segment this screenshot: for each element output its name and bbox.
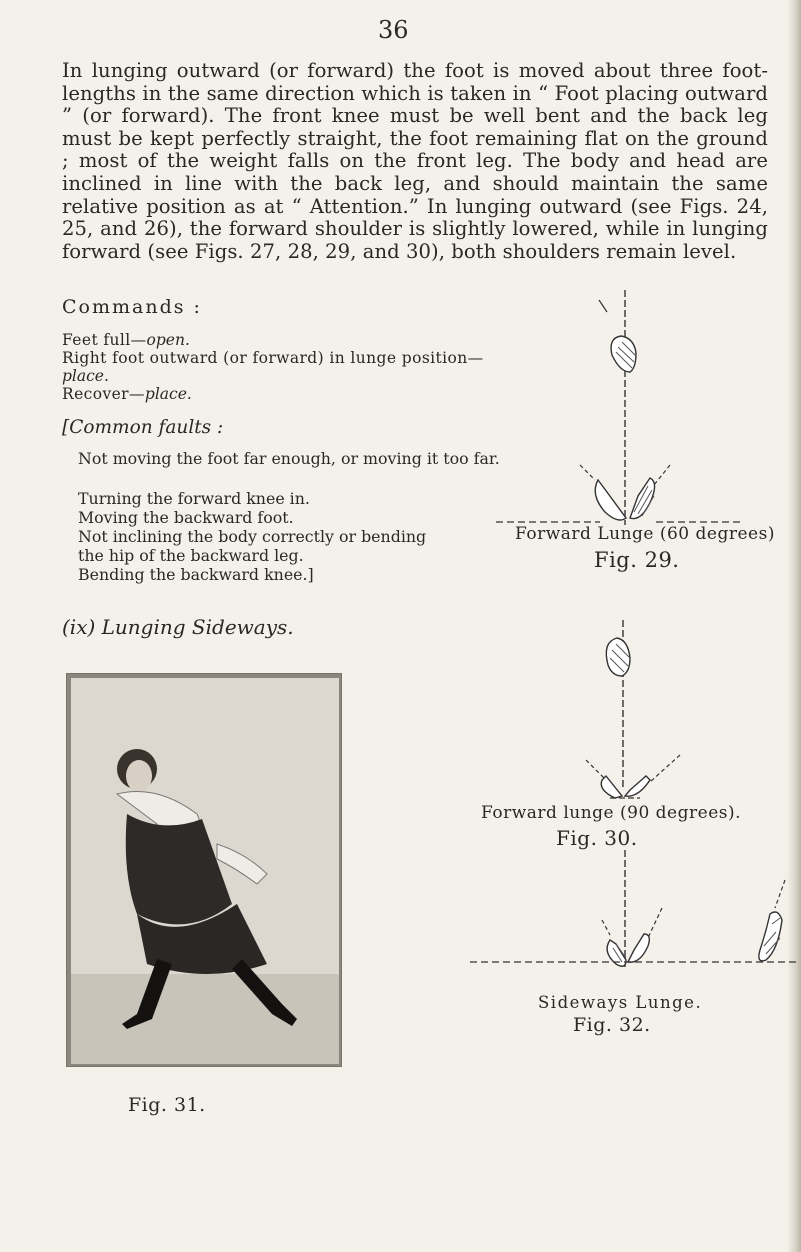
fig-32-caption: Sideways Lunge. bbox=[538, 993, 703, 1012]
command-label: Right foot outward (or forward) in lunge position— bbox=[62, 349, 484, 367]
fig-29-label: Fig. 29. bbox=[594, 548, 680, 572]
command-action: place. bbox=[144, 385, 192, 403]
fault-2: Turning the forward knee in. bbox=[78, 489, 310, 508]
fault-1: Not moving the foot far enough, or moving it too far. bbox=[78, 449, 500, 468]
command-action: place. bbox=[62, 367, 109, 385]
command-label: Feet full— bbox=[62, 331, 147, 349]
command-label: Recover— bbox=[62, 385, 145, 403]
page-edge bbox=[787, 0, 801, 1252]
fig-30-label: Fig. 30. bbox=[556, 826, 638, 850]
command-3 bbox=[62, 385, 192, 403]
command-2 bbox=[62, 349, 522, 385]
fig-32-label: Fig. 32. bbox=[573, 1014, 651, 1036]
fig-29-caption: Forward Lunge (60 degrees) bbox=[515, 524, 775, 544]
fig-32-diagram bbox=[470, 850, 800, 975]
commands-heading: Commands : bbox=[62, 296, 202, 318]
fig-30-caption: Forward lunge (90 degrees). bbox=[481, 803, 742, 823]
fault-4: Not inclining the body correctly or bending the hip of the backward leg. bbox=[78, 527, 427, 565]
fig-29-diagram bbox=[560, 290, 800, 550]
fault-3: Moving the backward foot. bbox=[78, 508, 294, 527]
fig-31-photograph bbox=[66, 673, 342, 1067]
command-action: open. bbox=[146, 331, 190, 349]
body-paragraph: In lunging outward (or forward) the foot is moved about three foot-lengths in the same direction which is taken in “ Foot placing outward ” (or forward). The front knee must be well bent and the back leg must be kept perfectly straight, the foot remaining flat on the ground ; most of the weight falls on the front leg. The body and head are inclined in line with the back leg, and should maintain the same relative position as at “ Attention.” In lunging outward (see Figs. 24, 25, and 26), the forward shoulder is slightly lowered, while in lunging forward (see Figs. 27, 28, 29, and 30), both shoulders remain level. bbox=[62, 59, 768, 263]
fig-31-label: Fig. 31. bbox=[128, 1094, 206, 1116]
command-1 bbox=[62, 331, 190, 349]
fig-30-diagram bbox=[500, 620, 640, 820]
section-title: (ix) Lunging Sideways. bbox=[62, 615, 294, 639]
fault-5: Bending the backward knee.] bbox=[78, 565, 314, 584]
faults-heading: [Common faults : bbox=[62, 417, 224, 438]
page-number: 36 bbox=[378, 16, 409, 44]
